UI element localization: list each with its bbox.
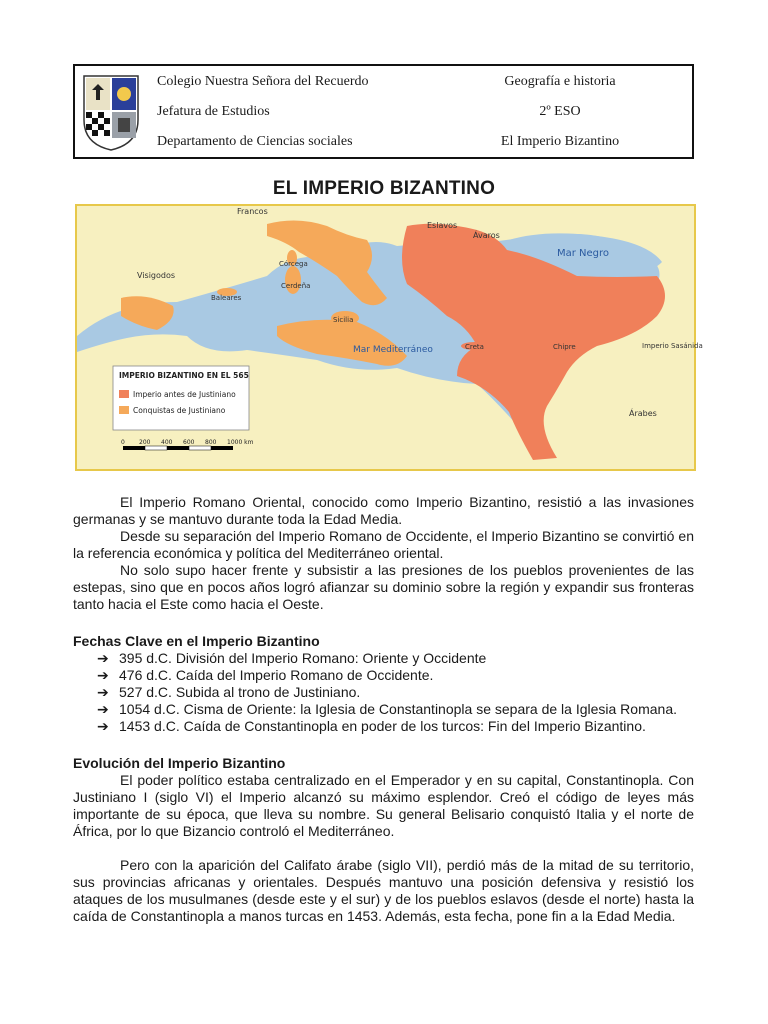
map-graphic [77, 206, 703, 469]
scale-tick-200: 200 [139, 439, 151, 446]
list-item: ➔ 1054 d.C. Cisma de Oriente: la Iglesia de Constantinopla se separa de la Iglesia Romana. [97, 701, 677, 717]
legend-swatch-conquests [119, 406, 129, 414]
intro-paragraph-1: El Imperio Romano Oriental, conocido como Imperio Bizantino, resistió a las invasiones germanas y se mantuvo durante toda la Edad Media. [73, 494, 694, 527]
arrow-right-icon: ➔ [97, 718, 109, 734]
map-scale-bar [121, 439, 254, 450]
grade-label: 2º ESO [539, 104, 581, 119]
map-legend [113, 366, 249, 430]
label-cerdena: Cerdeña [281, 282, 311, 290]
list-item: ➔ 1453 d.C. Caída de Constantinopla en poder de los turcos: Fin del Imperio Bizantino. [97, 718, 646, 734]
label-imperio-sasanida: Imperio Sasánida [642, 342, 703, 350]
arrow-right-icon: ➔ [97, 701, 109, 717]
evolution-paragraph-2: Pero con la aparición del Califato árabe (siglo VII), perdió más de la mitad de su territorio, sus provincias africanas y orientales. Después mantuvo una posición defensiva y resistió los ataques de los musulmanes (desde este y el sur) y de los pueblos eslavos (desde el norte) hasta la caída de Constantinopla a manos turcas en 1453. Además, esta fecha, pone fin a la Edad Media. [73, 857, 694, 924]
label-mar-negro: Mar Negro [557, 248, 610, 259]
topic-label: El Imperio Bizantino [500, 134, 620, 149]
label-baleares: Baleares [211, 294, 242, 302]
list-item: ➔ 527 d.C. Subida al trono de Justiniano. [97, 684, 361, 700]
list-item: ➔ 476 d.C. Caída del Imperio Romano de Occidente. [97, 667, 434, 683]
label-eslavos: Eslavos [427, 221, 458, 230]
page-title: EL IMPERIO BIZANTINO [272, 178, 496, 199]
label-arabes: Árabes [629, 409, 657, 418]
label-mar-mediterraneo: Mar Mediterráneo [353, 345, 433, 355]
legend-swatch-before [119, 390, 129, 398]
label-chipre: Chipre [553, 343, 576, 351]
document-header [73, 64, 694, 159]
label-corcega: Córcega [279, 260, 308, 268]
evolution-heading: Evolución del Imperio Bizantino [73, 755, 286, 771]
evolution-paragraph-1: El poder político estaba centralizado en el Emperador y en su capital, Constantinopla. Con Justiniano I (siglo VI) el Imperio alcanzó su máximo esplendor. Creó el código de leyes más importante de su época, que lleva su nombre. Su general Belisario conquistó Italia y el norte de África, por lo que Bizancio controló el Mediterráneo. [73, 772, 694, 839]
label-avaros: Ávaros [473, 231, 500, 240]
evolution-section [73, 754, 694, 925]
label-francos: Francos [237, 207, 268, 216]
key-dates-heading: Fechas Clave en el Imperio Bizantino [73, 633, 320, 649]
list-item: ➔ 395 d.C. División del Imperio Romano: Oriente y Occidente [97, 650, 487, 666]
scale-tick-600: 600 [183, 439, 195, 446]
scale-tick-400: 400 [161, 439, 173, 446]
intro-paragraph-3: No solo supo hacer frente y subsistir a las presiones de los pueblos provenientes de las estepas, sino que en pocos años logró afianzar su dominio sobre la región y expandir sus fronteras tanto hacia el Este como hacia el Oeste. [73, 562, 694, 612]
arrow-right-icon: ➔ [97, 667, 109, 683]
legend-title: IMPERIO BIZANTINO EN EL 565 [119, 371, 249, 380]
label-visigodos: Visigodos [137, 271, 176, 280]
legend-label-conquests: Conquistas de Justiniano [133, 406, 226, 415]
school-crest-icon [82, 74, 140, 152]
byzantine-empire-map [75, 204, 703, 471]
label-creta: Creta [465, 343, 484, 351]
scale-tick-800: 800 [205, 439, 217, 446]
key-dates-list [97, 650, 694, 735]
label-sicilia: Sicilia [333, 316, 354, 324]
arrow-right-icon: ➔ [97, 684, 109, 700]
department-name: Departamento de Ciencias sociales [157, 134, 353, 149]
office-name: Jefatura de Estudios [157, 104, 270, 119]
intro-section [73, 494, 694, 613]
scale-tick-0: 0 [121, 439, 125, 446]
key-dates-section [73, 632, 694, 735]
scale-tick-1000: 1000 km [227, 439, 254, 446]
legend-label-before: Imperio antes de Justiniano [133, 390, 236, 399]
arrow-right-icon: ➔ [97, 650, 109, 666]
subject-name: Geografía e historia [504, 74, 616, 89]
intro-paragraph-2: Desde su separación del Imperio Romano de Occidente, el Imperio Bizantino se convirtió en la referencia económica y política del Mediterráneo oriental. [73, 528, 694, 561]
school-name: Colegio Nuestra Señora del Recuerdo [157, 74, 369, 89]
